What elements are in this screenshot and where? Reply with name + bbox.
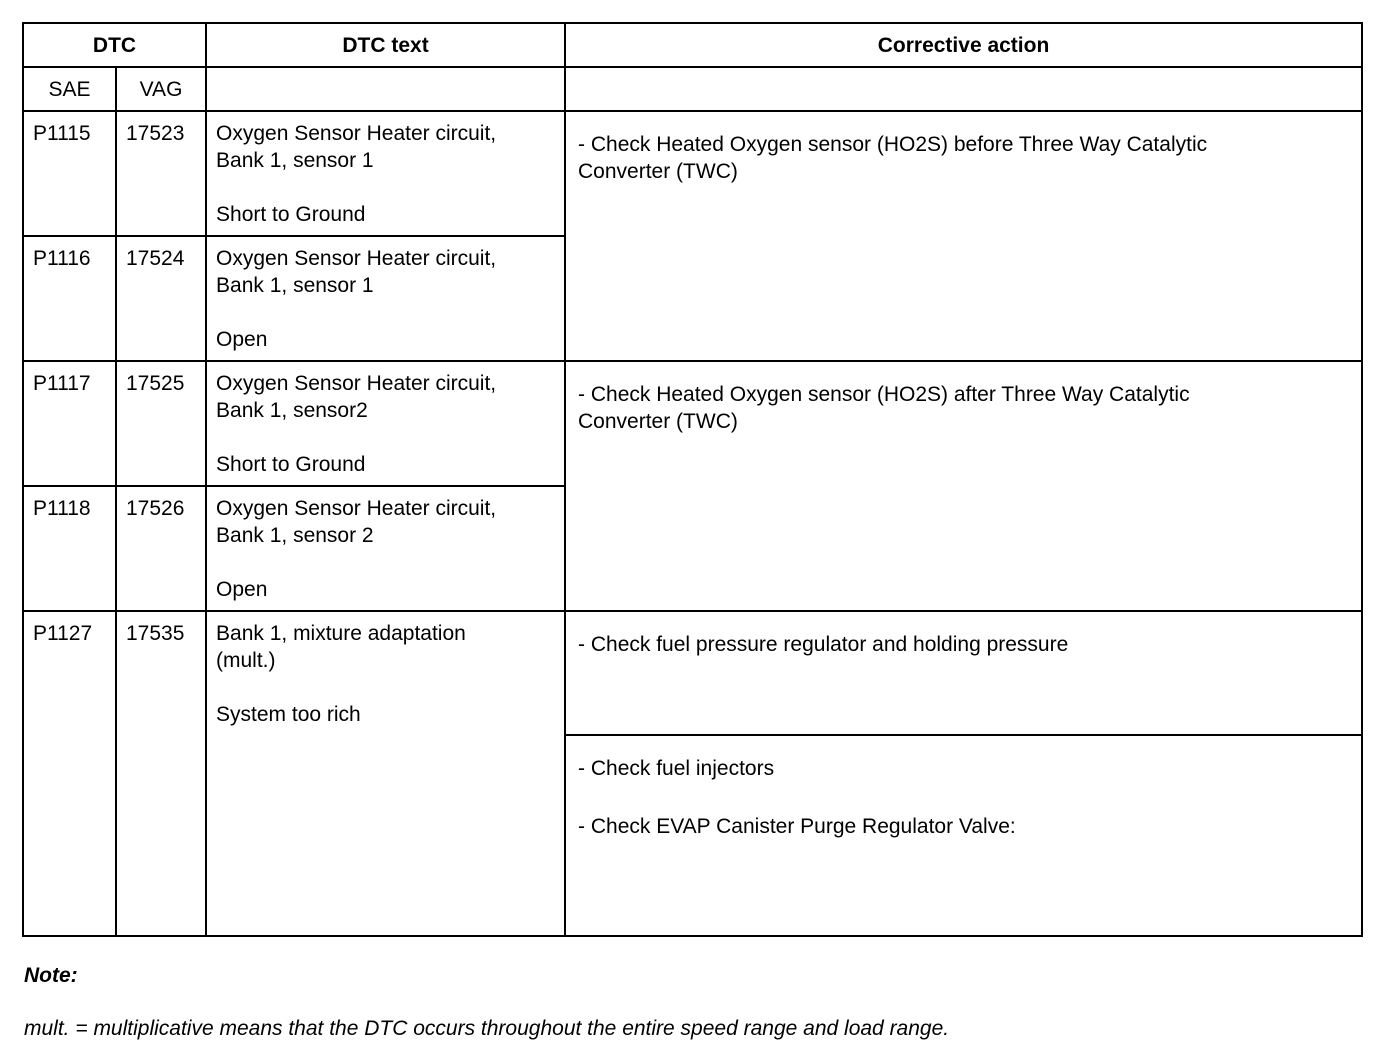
dtc-text-line: Oxygen Sensor Heater circuit,	[216, 497, 497, 520]
action-line: Converter (TWC)	[578, 160, 738, 183]
sae-code: P1117	[23, 361, 116, 486]
action-cell	[565, 361, 1362, 611]
sae-code: P1116	[23, 236, 116, 361]
vag-code: 17524	[116, 236, 206, 361]
empty-header-cell	[565, 67, 1362, 111]
sae-code: P1115	[23, 111, 116, 236]
sae-code: P1127	[23, 611, 116, 936]
action-line: - Check fuel injectors	[578, 757, 775, 780]
sae-code: P1118	[23, 486, 116, 611]
dtc-text-cell	[206, 486, 565, 611]
dtc-text-cell	[206, 361, 565, 486]
dtc-text-line: Bank 1, sensor 1	[216, 274, 374, 297]
dtc-header: DTC	[23, 23, 206, 67]
action-cell	[565, 735, 1362, 936]
dtc-text-line: Bank 1, sensor 1	[216, 149, 374, 172]
dtc-text-cell	[206, 611, 565, 936]
action-cell	[565, 611, 1362, 735]
action-line: - Check Heated Oxygen sensor (HO2S) after Three Way Catalytic	[578, 383, 1190, 406]
sae-header: SAE	[23, 67, 116, 111]
vag-code: 17525	[116, 361, 206, 486]
empty-header-cell	[206, 67, 565, 111]
dtc-condition: Open	[216, 328, 268, 351]
dtc-text-line: Bank 1, mixture adaptation	[216, 622, 466, 645]
table-row	[23, 611, 1362, 735]
dtc-condition: Short to Ground	[216, 453, 366, 476]
dtc-text-line: Oxygen Sensor Heater circuit,	[216, 247, 497, 270]
table-row	[23, 361, 1362, 486]
action-line: - Check EVAP Canister Purge Regulator Valve:	[578, 815, 1016, 838]
vag-code: 17523	[116, 111, 206, 236]
dtc-condition: System too rich	[216, 703, 361, 726]
vag-header: VAG	[116, 67, 206, 111]
table-row	[23, 111, 1362, 236]
dtc-condition: Open	[216, 578, 268, 601]
dtc-text-header: DTC text	[206, 23, 565, 67]
corrective-action-header: Corrective action	[565, 23, 1362, 67]
dtc-text-cell	[206, 111, 565, 236]
vag-code: 17526	[116, 486, 206, 611]
note-text: mult. = multiplicative means that the DTC occurs throughout the entire speed range and load range.	[24, 1017, 950, 1040]
dtc-text-line: Bank 1, sensor2	[216, 399, 368, 422]
action-cell	[565, 111, 1362, 361]
subheader-row	[23, 67, 1362, 111]
header-row	[23, 23, 1362, 67]
dtc-table	[22, 22, 1363, 937]
dtc-text-cell	[206, 236, 565, 361]
vag-code: 17535	[116, 611, 206, 936]
action-line: - Check fuel pressure regulator and holding pressure	[578, 633, 1069, 656]
dtc-text-line: (mult.)	[216, 649, 276, 672]
dtc-text-line: Oxygen Sensor Heater circuit,	[216, 372, 497, 395]
dtc-text-line: Oxygen Sensor Heater circuit,	[216, 122, 497, 145]
dtc-condition: Short to Ground	[216, 203, 366, 226]
dtc-text-line: Bank 1, sensor 2	[216, 524, 374, 547]
note-title: Note:	[24, 964, 78, 987]
action-line: - Check Heated Oxygen sensor (HO2S) before Three Way Catalytic	[578, 133, 1208, 156]
action-line: Converter (TWC)	[578, 410, 738, 433]
